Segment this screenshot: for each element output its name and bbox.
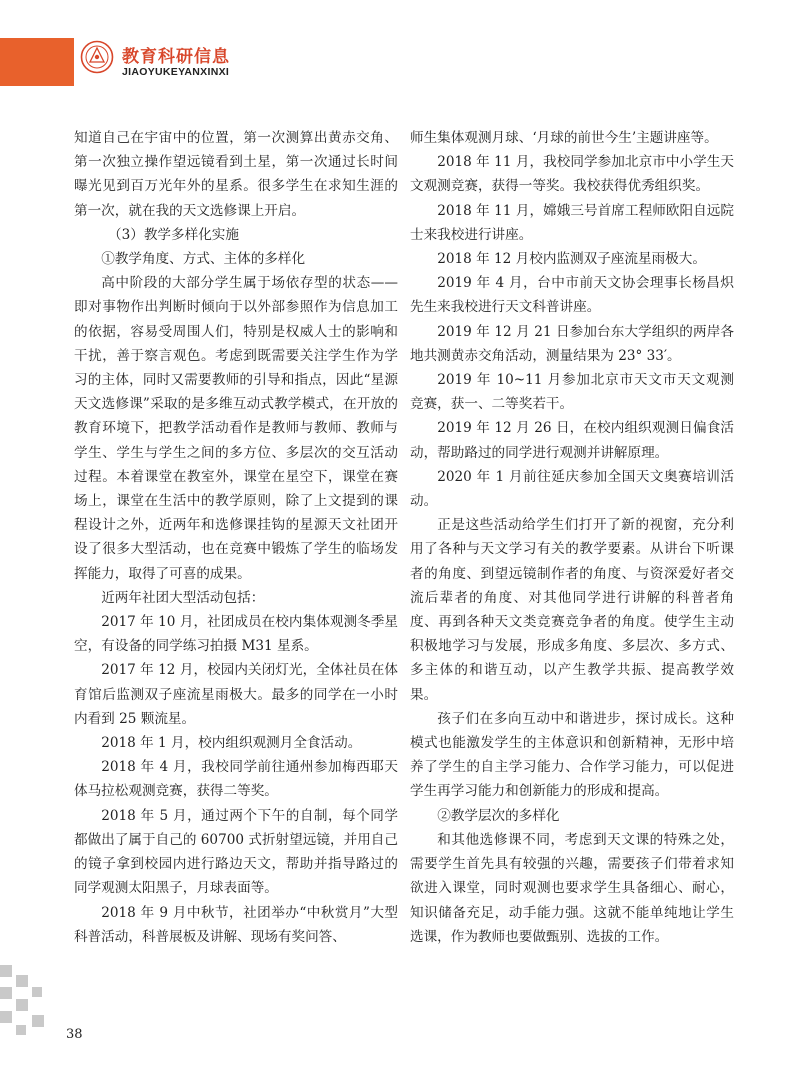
paragraph: 知道自己在宇宙中的位置，第一次测算出黄赤交角、第一次独立操作望远镜看到土星，第一次通过长时间曝光见到百万光年外的星系。很多学生在求知生涯的第一次，就在我的天文选修课上开启。 [74,130,398,219]
left-column [74,126,398,949]
paragraph: 2018 年 12 月校内监测双子座流星雨极大。 [437,251,706,268]
paragraph: 2018 年 11 月，嫦娥三号首席工程师欧阳自远院士来我校进行讲座。 [410,202,734,243]
paragraph: 2019 年 10~11 月参加北京市天文市天文观测竞赛，获一、二等奖若干。 [410,372,734,413]
brand-title-en: JIAOYUKEYANXINXI [122,66,230,78]
paragraph: 2020 年 1 月前往延庆参加全国天文奥赛培训活动。 [410,468,734,510]
paragraph: 2017 年 12 月，校园内关闭灯光，全体社员在体育馆后监测双子座流星雨极大。最多的同学在一小时内看到 25 颗流星。 [74,662,398,727]
paragraph: 2017 年 10 月，社团成员在校内集体观测冬季星空，有设备的同学练习拍摄 M31 星系。 [74,614,398,655]
brand-title-cn: 教育科研信息 [122,47,230,67]
subsection-heading: ①教学角度、方式、主体的多样化 [101,251,306,268]
subsection-heading: ②教学层次的多样化 [437,807,560,824]
paragraph: 2018 年 9 月中秋节，社团举办“中秋赏月”大型科普活动，科普展板及讲解、现场有奖问答、 [74,904,398,945]
paragraph: 近两年社团大型活动包括： [101,589,265,606]
header-accent-bar [0,38,74,86]
paragraph: 2018 年 1 月，校内组织观测月全食活动。 [101,735,362,752]
paragraph: 2019 年 12 月 21 日参加台东大学组织的两岸各地共测黄赤交角活动，测量结果为 23° 33′。 [410,323,734,364]
school-emblem-icon [80,40,114,74]
paragraph: 孩子们在多向互动中和谐进步，探讨成长。这种模式也能激发学生的主体意识和创新精神，无形中培养了学生的自主学习能力、合作学习能力，可以促进学生再学习能力和创新能力的形成和提高。 [410,710,734,800]
paragraph: 2018 年 5 月，通过两个下午的自制，每个同学都做出了属于自己的 60700 式折射望远镜，并用自己的镜子拿到校园内进行路边天文，帮助并指导路过的同学观测太阳黑子，月球表面等。 [74,807,398,897]
paragraph: 师生集体观测月球、‘月球的前世今生’主题讲座等。 [410,130,718,146]
paragraph: 正是这些活动给学生们打开了新的视窗，充分利用了各种与天文学习有关的教学要素。从讲台下听课者的角度、到望远镜制作者的角度、与资深爱好者交流后辈者的角度、对其他同学进行讲解的科普者角度、再到各种天文类竞赛竞争者的角度。使学生主动积极地学习与发展，形成多角度、多层次、多方式、多主体的和谐互动，以产生教学共振、提高教学效果。 [410,517,734,703]
corner-decoration [0,965,60,1045]
paragraph: 2019 年 4 月，台中市前天文协会理事长杨昌炽先生来我校进行天文科普讲座。 [410,275,734,316]
page-number: 38 [66,1027,83,1042]
paragraph: 2019 年 12 月 26 日，在校内组织观测日偏食活动，帮助路过的同学进行观测并讲解原理。 [410,420,734,461]
paragraph: 高中阶段的大部分学生属于场依存型的状态——即对事物作出判断时倾向于以外部参照作为信息加工的依据，容易受周围人们，特别是权威人士的影响和干扰，善于察言观色。考虑到既需要关注学生作为学习的主体，同时又需要教师的引导和指点，因此“星源天文选修课”采取的是多维互动式教学模式，在开放的教育环境下，把教学活动看作是教师与教师、教师与学生、学生与学生之间的多方位、多层次的交互活动过程。本着课堂在教室外，课堂在星空下，课堂在赛场上，课堂在生活中的教学原则，除了上文提到的课程设计之外，近两年和选修课挂钩的星源天文社团开设了很多大型活动，也在竞赛中锻炼了学生的临场发挥能力，取得了可喜的成果。 [74,275,398,582]
paragraph: 2018 年 11 月，我校同学参加北京市中小学生天文观测竞赛，获得一等奖。我校获得优秀组织奖。 [410,154,734,195]
right-column [410,126,734,949]
paragraph: 2018 年 4 月，我校同学前往通州参加梅西耶天体马拉松观测竞赛，获得二等奖。 [74,759,398,800]
paragraph: 和其他选修课不同，考虑到天文课的特殊之处，需要学生首先具有较强的兴趣，需要孩子们带着求知欲进入课堂，同时观测也要求学生具备细心、耐心，知识储备充足，动手能力强。这就不能单纯地让学生选课，作为教师也要做甄别、选拔的工作。 [410,831,734,945]
section-heading: （3）教学多样化实施 [108,226,239,243]
